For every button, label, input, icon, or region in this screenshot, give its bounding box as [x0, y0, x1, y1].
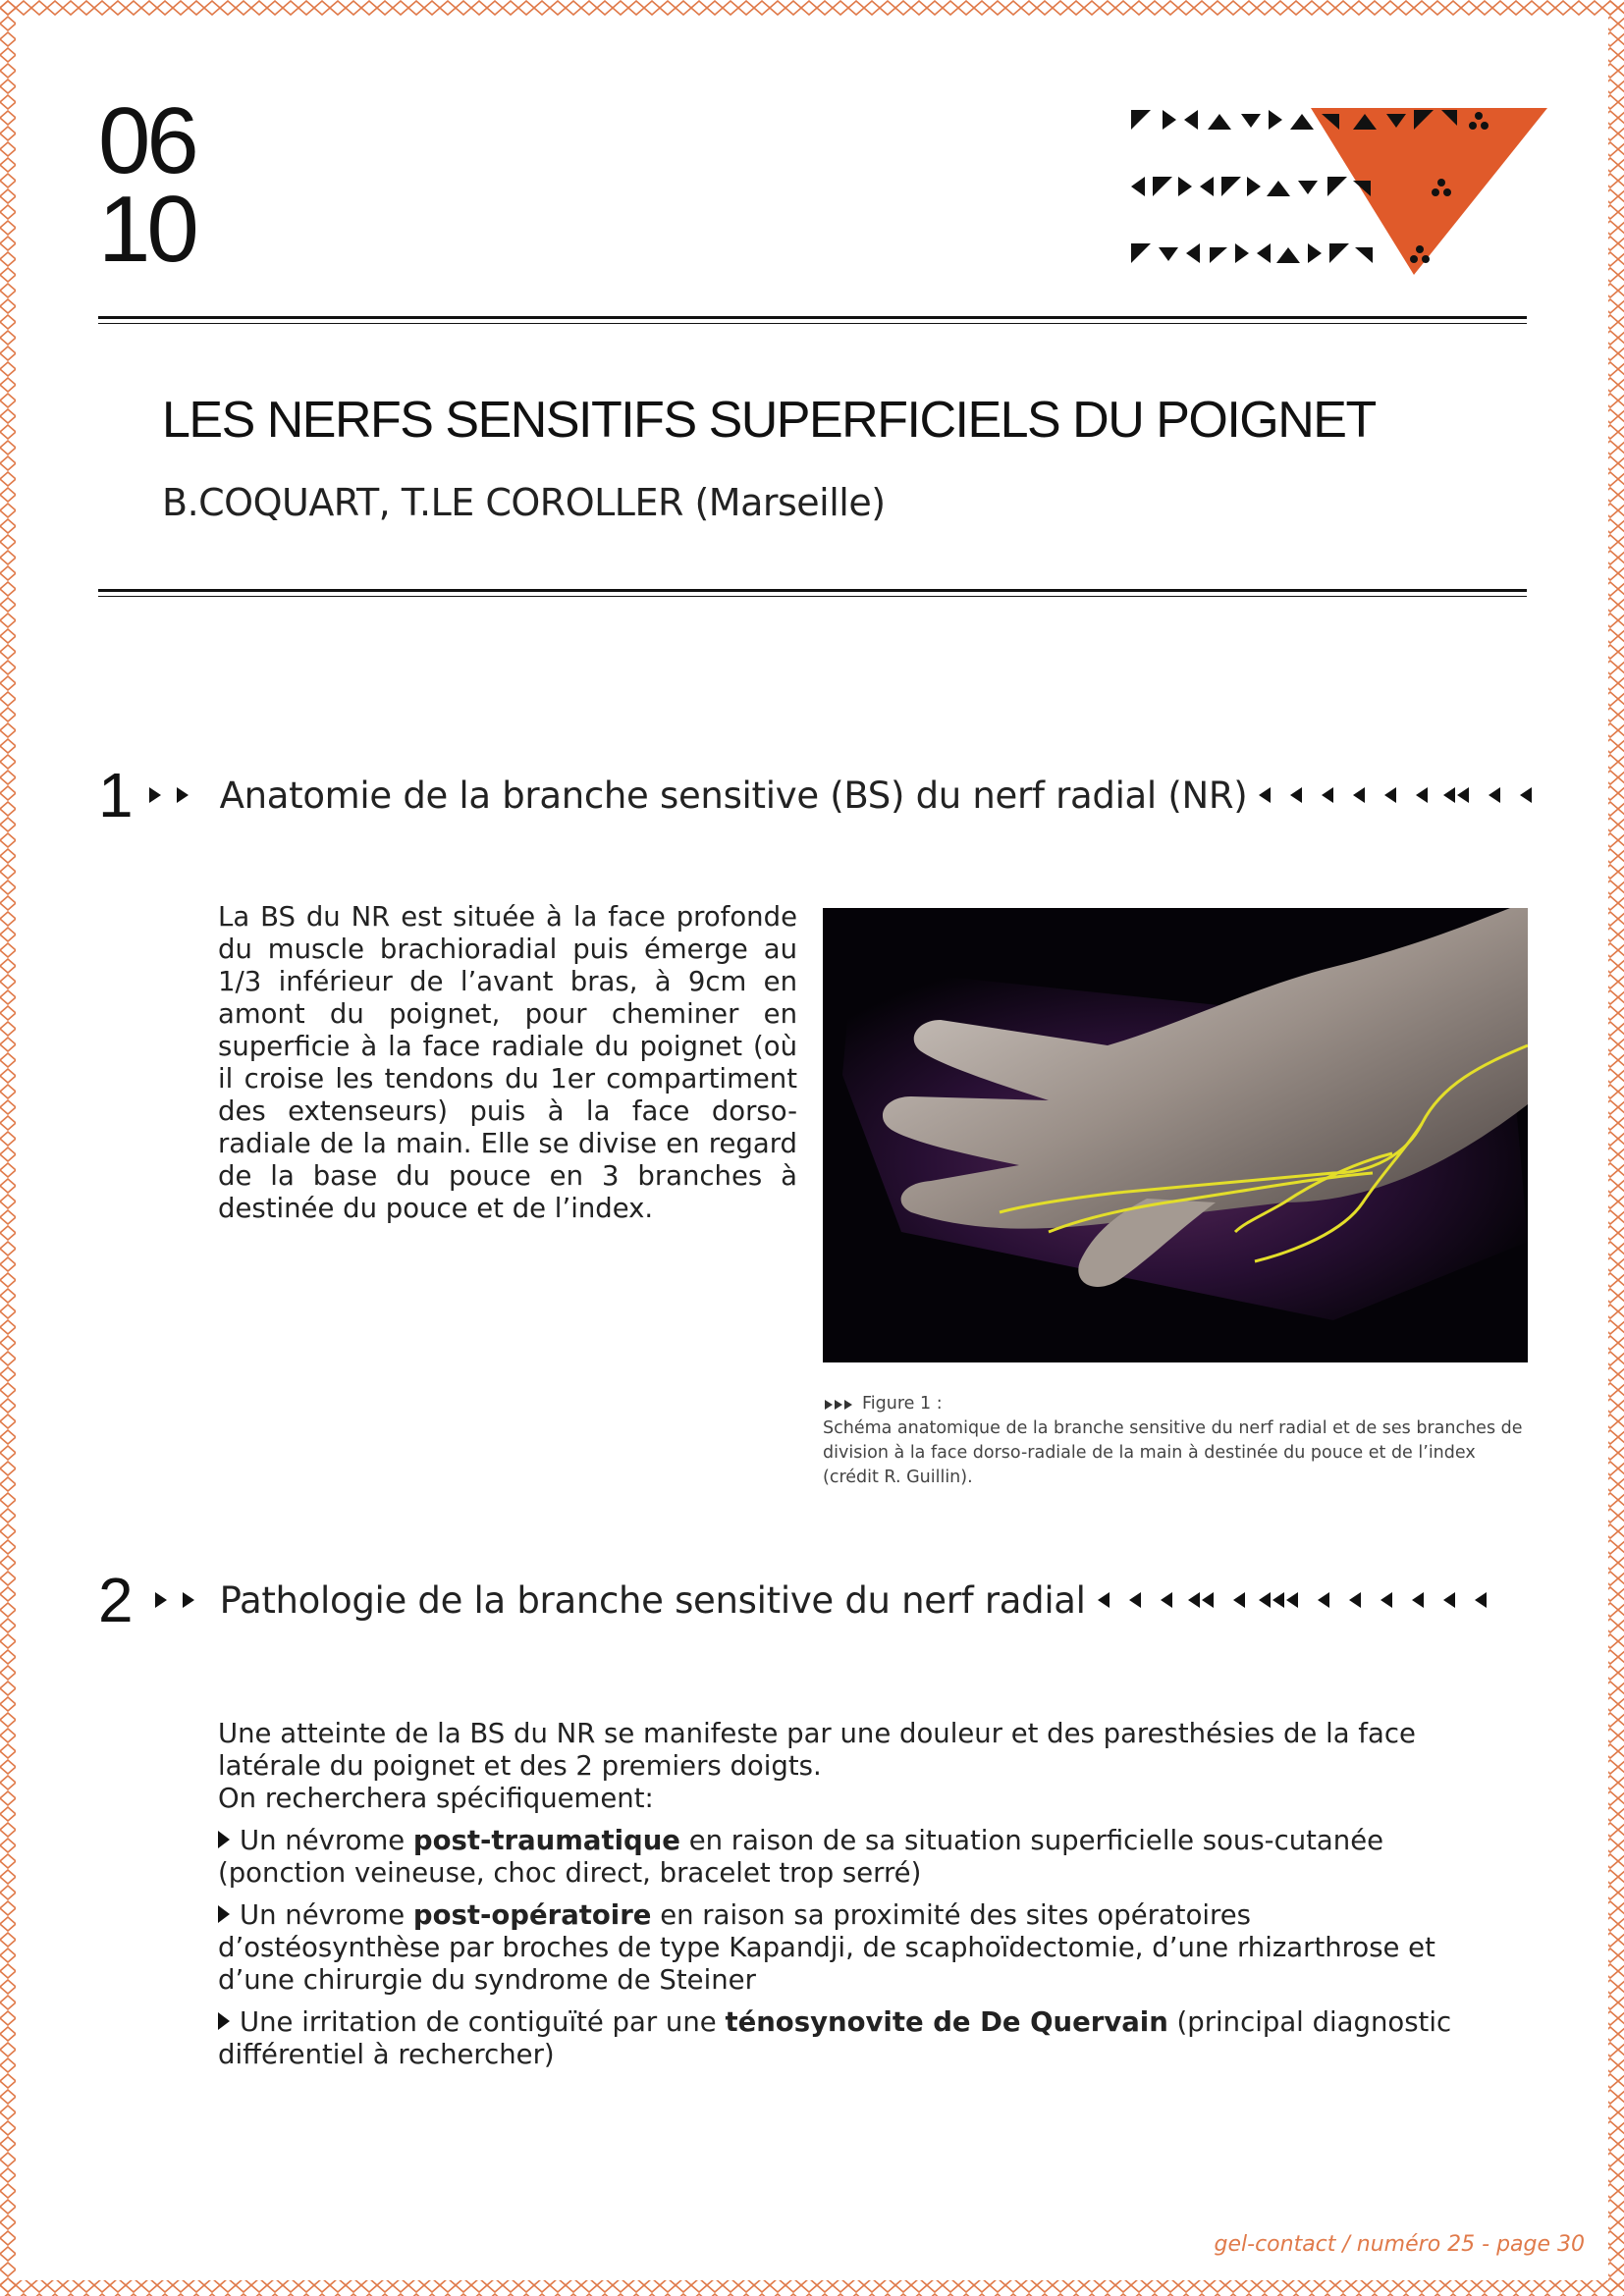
section-2-title: Pathologie de la branche sensitive du nerf radial — [219, 1578, 1086, 1622]
section-1-title: Anatomie de la branche sensitive (BS) du nerf radial (NR) — [219, 774, 1248, 817]
bullet-arrow-icon — [218, 2012, 230, 2030]
article-authors: B.COQUART, T.LE COROLLER (Marseille) — [162, 481, 886, 524]
issue-year: 10 — [98, 177, 195, 282]
header-rule-bottom — [98, 589, 1527, 597]
page-footer: gel-contact / numéro 25 - page 30 — [1214, 2232, 1585, 2257]
triangle-pattern-logo — [1119, 102, 1551, 289]
section-2-lead: On recherchera spécifiquement: — [218, 1783, 654, 1814]
article-title: LES NERFS SENSITIFS SUPERFICIELS DU POIGNET — [162, 392, 1376, 449]
double-arrow-right-icon — [141, 783, 210, 807]
bullet-arrow-icon — [218, 1905, 230, 1923]
section-2-body — [218, 1718, 1465, 2071]
hand-nerve-figure — [823, 908, 1528, 1362]
list-item: Un névrome post-opératoire en raison sa proximité des sites opératoires d’ostéosynthèse par broches de type Kapandji, de scaphoïdectomie, d’une rhizarthrose et d’une chirurgie du syndrome de Steiner — [218, 1899, 1435, 1996]
arrow-left-row-icon — [1098, 1588, 1530, 1612]
triple-arrow-icon — [823, 1397, 862, 1413]
figure-1-label: Figure 1 : — [862, 1394, 943, 1414]
figure-1-caption — [823, 1392, 1530, 1490]
figure-1-caption-text: Schéma anatomique de la branche sensitive du nerf radial et de ses branches de division à la face dorso-radiale de la main à destinée du pouce et de l’index (crédit R. Guillin). — [823, 1418, 1523, 1487]
header-rule-top — [98, 316, 1527, 324]
section-2-intro: Une atteinte de la BS du NR se manifeste par une douleur et des paresthésies de la face latérale du poignet et des 2 premiers doigts. — [218, 1718, 1416, 1782]
section-1-paragraph: La BS du NR est située à la face profonde du muscle brachioradial puis émerge au 1/3 inférieur de l’avant bras, à 9cm en amont du poignet, pour cheminer en superficie à la face radiale du poignet (où il croise les tendons du 1er compartiment des extenseurs) puis à la face dorso-radiale de la main. Elle se divise en regard de la base du pouce en 3 branches à destinée du pouce et de l’index. — [218, 901, 797, 1224]
section-1-number: 1 — [98, 760, 134, 830]
list-item: Un névrome post-traumatique en raison de sa situation superficielle sous-cutanée (ponction veineuse, choc direct, bracelet trop serré) — [218, 1825, 1384, 1889]
arrow-left-row-icon — [1259, 783, 1553, 807]
section-2-number: 2 — [98, 1565, 134, 1635]
bullet-arrow-icon — [218, 1831, 230, 1848]
section-1-heading — [98, 756, 1553, 834]
section-2-heading — [98, 1561, 1530, 1639]
list-item: Une irritation de contiguïté par une ténosynovite de De Quervain (principal diagnostic différentiel à rechercher) — [218, 2006, 1452, 2070]
issue-month: 06 — [98, 88, 195, 193]
double-arrow-right-icon — [141, 1588, 210, 1612]
